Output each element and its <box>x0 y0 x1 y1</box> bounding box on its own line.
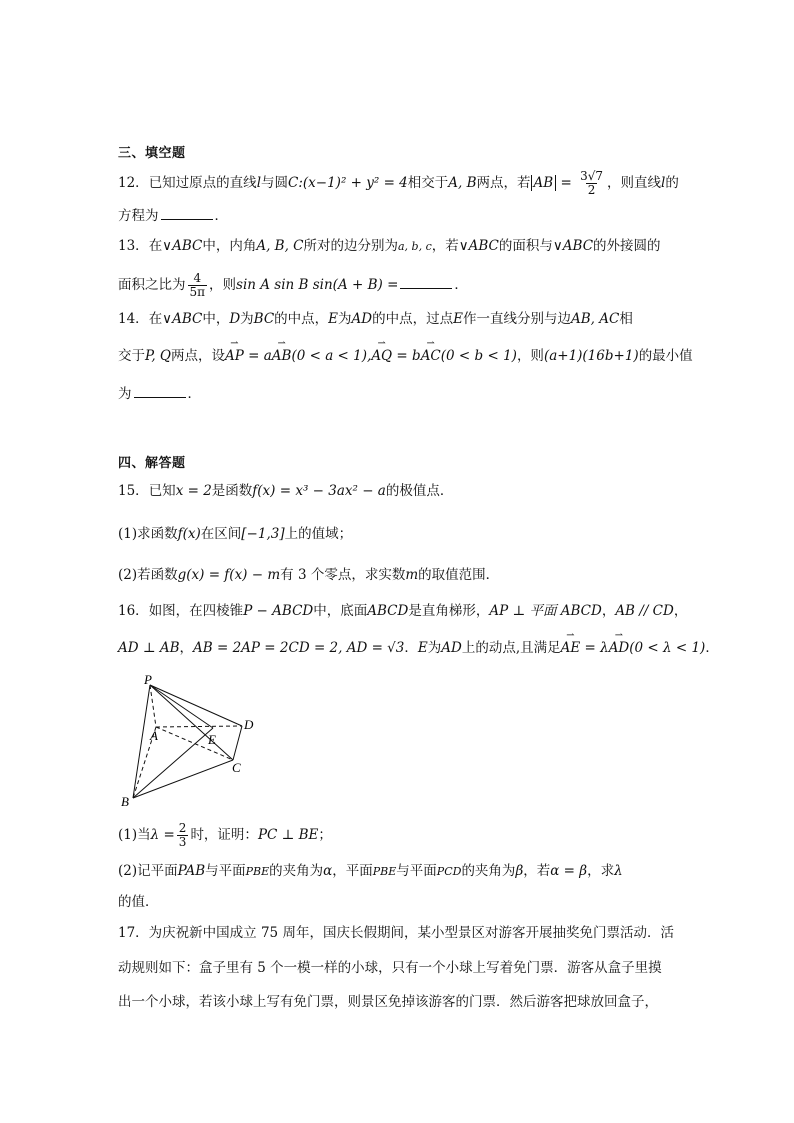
edge-PD <box>150 685 242 726</box>
label-B: B <box>121 794 129 809</box>
q14-line-2: 交于P, Q两点，设⇀ AP = a⇀ AB(0 < a < 1),⇀ AQ = b⇀ AC(0 < b < 1)，则(a+1)(16b+1)的最小值 <box>118 346 693 366</box>
q12-line-1: 12．已知过原点的直线l与圆C:(x−1)² + y² = 4相交于A, B两点，若 AB = $\frac{3√7}{2}$ ，则直线l的 <box>118 169 679 197</box>
edge-BE <box>133 728 213 798</box>
label-C: C <box>232 760 241 775</box>
section-title-answer: 四、解答题 <box>118 456 186 471</box>
q17-line-3: 出一个小球，若该小球上写有免门票，则景区免掉该游客的门票．然后游客把球放回盒子， <box>118 994 658 1010</box>
q12-line-2: 方程为 ． <box>118 208 228 224</box>
edge-BC <box>133 760 233 798</box>
edge-PA <box>150 685 156 727</box>
q17-line-1: 17．为庆祝新中国成立 75 周年，国庆长假期间，某小型景区对游客开展抽奖免门票活动．活 <box>118 925 674 941</box>
q16-part-2: (2)记平面PAB与平面PBE的夹角为α，平面PBE与平面PCD的夹角为β，若α = β，求λ <box>118 863 623 879</box>
q15-line-1: 15．已知x = 2是函数f(x) = x³ − 3ax² − a的极值点． <box>118 483 454 499</box>
answer-blank <box>134 385 186 398</box>
q13-line-2: 面积之比为 $\frac{4}{5\pi}$ ，则sin A sin B sin(A + B) = ． <box>118 271 468 299</box>
label-E: E <box>208 732 216 747</box>
edge-PC <box>150 685 233 760</box>
q15-part-2: (2)若函数g(x) = f(x) − m有 3 个零点，求实数m的取值范围． <box>118 567 500 583</box>
q15-part-1: (1)求函数f(x)在区间[−1,3]上的值域； <box>118 526 353 542</box>
fraction-4-over-5pi: $\frac{4}{5\pi}$ <box>189 271 206 299</box>
q16-line-1: 16．如图，在四棱锥P − ABCD中，底面ABCD是直角梯形，AP ⊥ 平面 ABCD，AB // CD， <box>118 603 688 619</box>
label-A: A <box>150 728 158 743</box>
q13-line-1: 13．在∨ABC中，内角A, B, C所对的边分别为a, b, c，若∨ABC的面积与∨ABC的外接圆的 <box>118 238 661 254</box>
label-D: D <box>244 717 254 732</box>
fraction-2-over-3: $\frac{2}{3}$ <box>178 821 187 849</box>
q14-line-1: 14．在∨ABC中，D为BC的中点，E为AD的中点，过点E作一直线分别与边AB, AC相 <box>118 311 633 327</box>
q16-part-1: (1)当λ = $\frac{2}{3}$ 时，证明：PC ⊥ BE； <box>118 821 332 849</box>
edge-PB <box>133 685 150 798</box>
q14-line-3: 为 ． <box>118 386 201 402</box>
section-title-fill-in: 三、填空题 <box>118 146 186 161</box>
answer-blank <box>400 276 452 289</box>
edge-CD <box>233 726 242 760</box>
pyramid-figure <box>118 670 278 815</box>
fraction-3sqrt7-over-2: $\frac{3√7}{2}$ <box>580 169 604 197</box>
label-P: P <box>144 672 152 687</box>
q17-line-2: 动规则如下：盒子里有 5 个一模一样的小球，只有一个小球上写着免门票．游客从盒子里摸 <box>118 960 662 976</box>
edge-AC <box>156 727 233 760</box>
edge-PE <box>150 685 213 728</box>
answer-blank <box>161 207 213 220</box>
q16-line-2: AD ⊥ AB，AB = 2AP = 2CD = 2, AD = √3．E为AD上的动点,且满足⇀ AE = λ⇀ AD(0 < λ < 1)． <box>118 638 719 658</box>
q16-part-2-cont: 的值． <box>118 894 159 910</box>
edge-AD <box>156 726 242 727</box>
